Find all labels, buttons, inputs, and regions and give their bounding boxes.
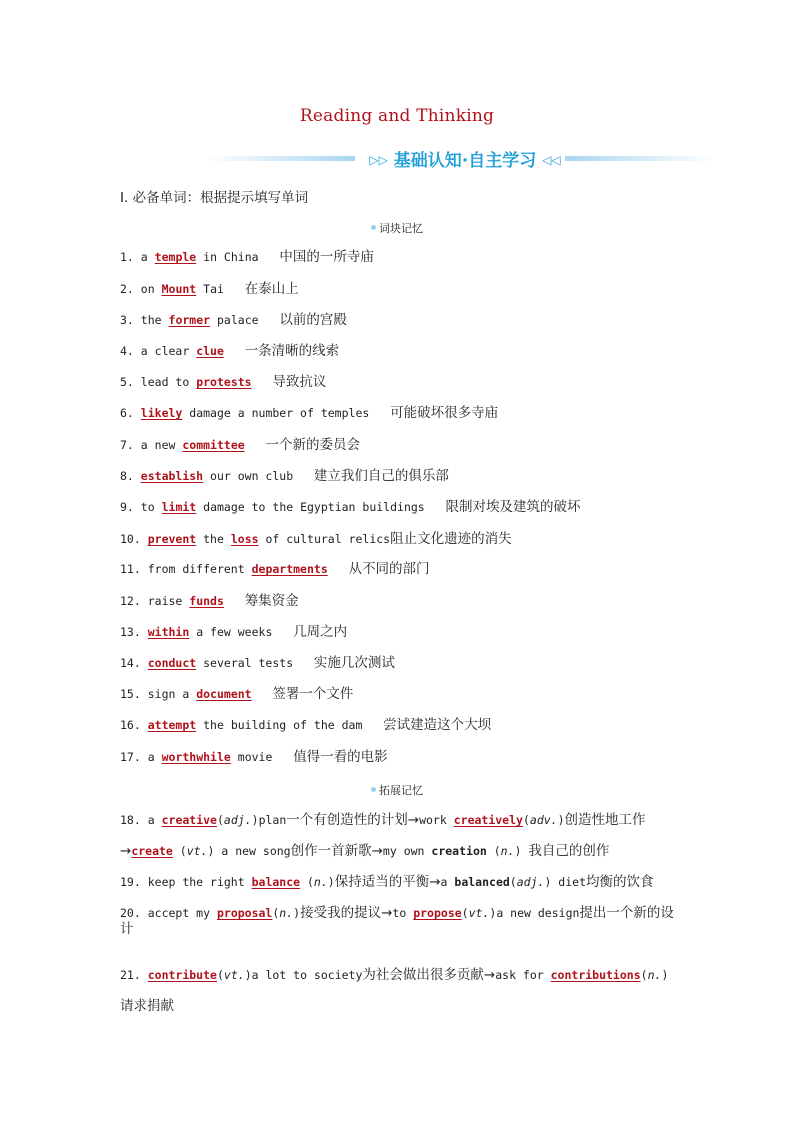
banner-text: 基础认知·自主学习 [393, 151, 537, 171]
answer-word: propose [413, 906, 462, 920]
answer-word: conduct [147, 656, 197, 670]
list-item: 20. accept my proposal(n.)接受我的提议→to propose(vt.)a new design提出一个新的设计 [120, 905, 674, 937]
answer-word: clue [196, 344, 224, 358]
banner-left-bar [205, 156, 355, 161]
answer-word: proposal [216, 906, 273, 920]
answer-word: funds [189, 594, 224, 608]
list-item: 5. lead to protests 导致抗议 [120, 374, 327, 390]
list-item: 15. sign a document 签署一个文件 [120, 686, 354, 702]
list-item: 17. a worthwhile movie 值得一看的电影 [120, 749, 388, 765]
list-item: 11. from different departments 从不同的部门 [120, 561, 430, 577]
answer-word: temple [154, 250, 197, 264]
subheading-chunk-memory: 词块记忆 [0, 220, 794, 236]
list-item: 6. likely damage a number of temples 可能破坏很多寺庙 [120, 405, 499, 421]
double-chevron-left-icon: ◁◁ [542, 153, 561, 167]
answer-word: balance [251, 875, 301, 889]
banner-right-bar [565, 156, 715, 161]
answer-word: establish [140, 469, 204, 483]
answer-word: loss [230, 532, 259, 546]
answer-word: committee [182, 438, 245, 452]
answer-word: former [168, 313, 211, 327]
bullet-dot-icon [371, 225, 376, 230]
section-heading: Ⅰ. 必备单词：根据提示填写单词 [120, 190, 309, 206]
answer-word: creatively [453, 813, 523, 827]
list-item: 2. on Mount Tai 在泰山上 [120, 281, 299, 297]
answer-word: prevent [147, 532, 197, 546]
answer-word: contribute [147, 968, 217, 982]
list-item: 8. establish our own club 建立我们自己的俱乐部 [120, 468, 449, 484]
list-item: 3. the former palace 以前的宫殿 [120, 312, 347, 328]
answer-word: departments [251, 562, 328, 576]
answer-word: Mount [161, 282, 197, 296]
section-banner [205, 146, 715, 172]
list-item: 9. to limit damage to the Egyptian buildings 限制对埃及建筑的破坏 [120, 499, 581, 515]
list-item-continuation: →create (vt.) a new song创作一首新歌→my own creation (n.) 我自己的创作 [120, 843, 610, 859]
list-item: 10. prevent the loss of cultural relics阻止文化遗迹的消失 [120, 531, 512, 547]
list-item: 18. a creative(adj.)plan一个有创造性的计划→work creatively(adv.)创造性地工作 [120, 812, 646, 828]
list-item: 16. attempt the building of the dam 尝试建造这个大坝 [120, 717, 492, 733]
list-item: 21. contribute(vt.)a lot to society为社会做出很多贡献→ask for contributions(n.)请求捐献 [120, 967, 669, 1014]
answer-word: worthwhile [161, 750, 231, 764]
answer-word: creative [161, 813, 217, 827]
list-item: 1. a temple in China 中国的一所寺庙 [120, 249, 374, 265]
answer-word: contributions [550, 968, 641, 982]
list-item: 13. within a few weeks 几周之内 [120, 624, 348, 640]
list-item: 19. keep the right balance (n.)保持适当的平衡→a balanced(adj.) diet均衡的饮食 [120, 874, 654, 890]
banner-label [350, 146, 580, 171]
answer-word: likely [140, 406, 183, 420]
answer-word: limit [161, 500, 197, 514]
answer-word: attempt [147, 718, 197, 732]
subheading-extended-memory: 拓展记忆 [0, 782, 794, 798]
answer-word: within [147, 625, 190, 639]
page-title: Reading and Thinking [299, 106, 495, 126]
list-item: 12. raise funds 筹集资金 [120, 593, 299, 609]
bullet-dot-icon [371, 787, 376, 792]
answer-word: create [131, 844, 173, 858]
answer-word: document [196, 687, 252, 701]
double-chevron-right-icon: ▷▷ [369, 153, 388, 167]
list-item: 14. conduct several tests 实施几次测试 [120, 655, 395, 671]
list-item: 7. a new committee 一个新的委员会 [120, 437, 360, 453]
answer-word: protests [196, 375, 252, 389]
list-item: 4. a clear clue 一条清晰的线索 [120, 343, 340, 359]
